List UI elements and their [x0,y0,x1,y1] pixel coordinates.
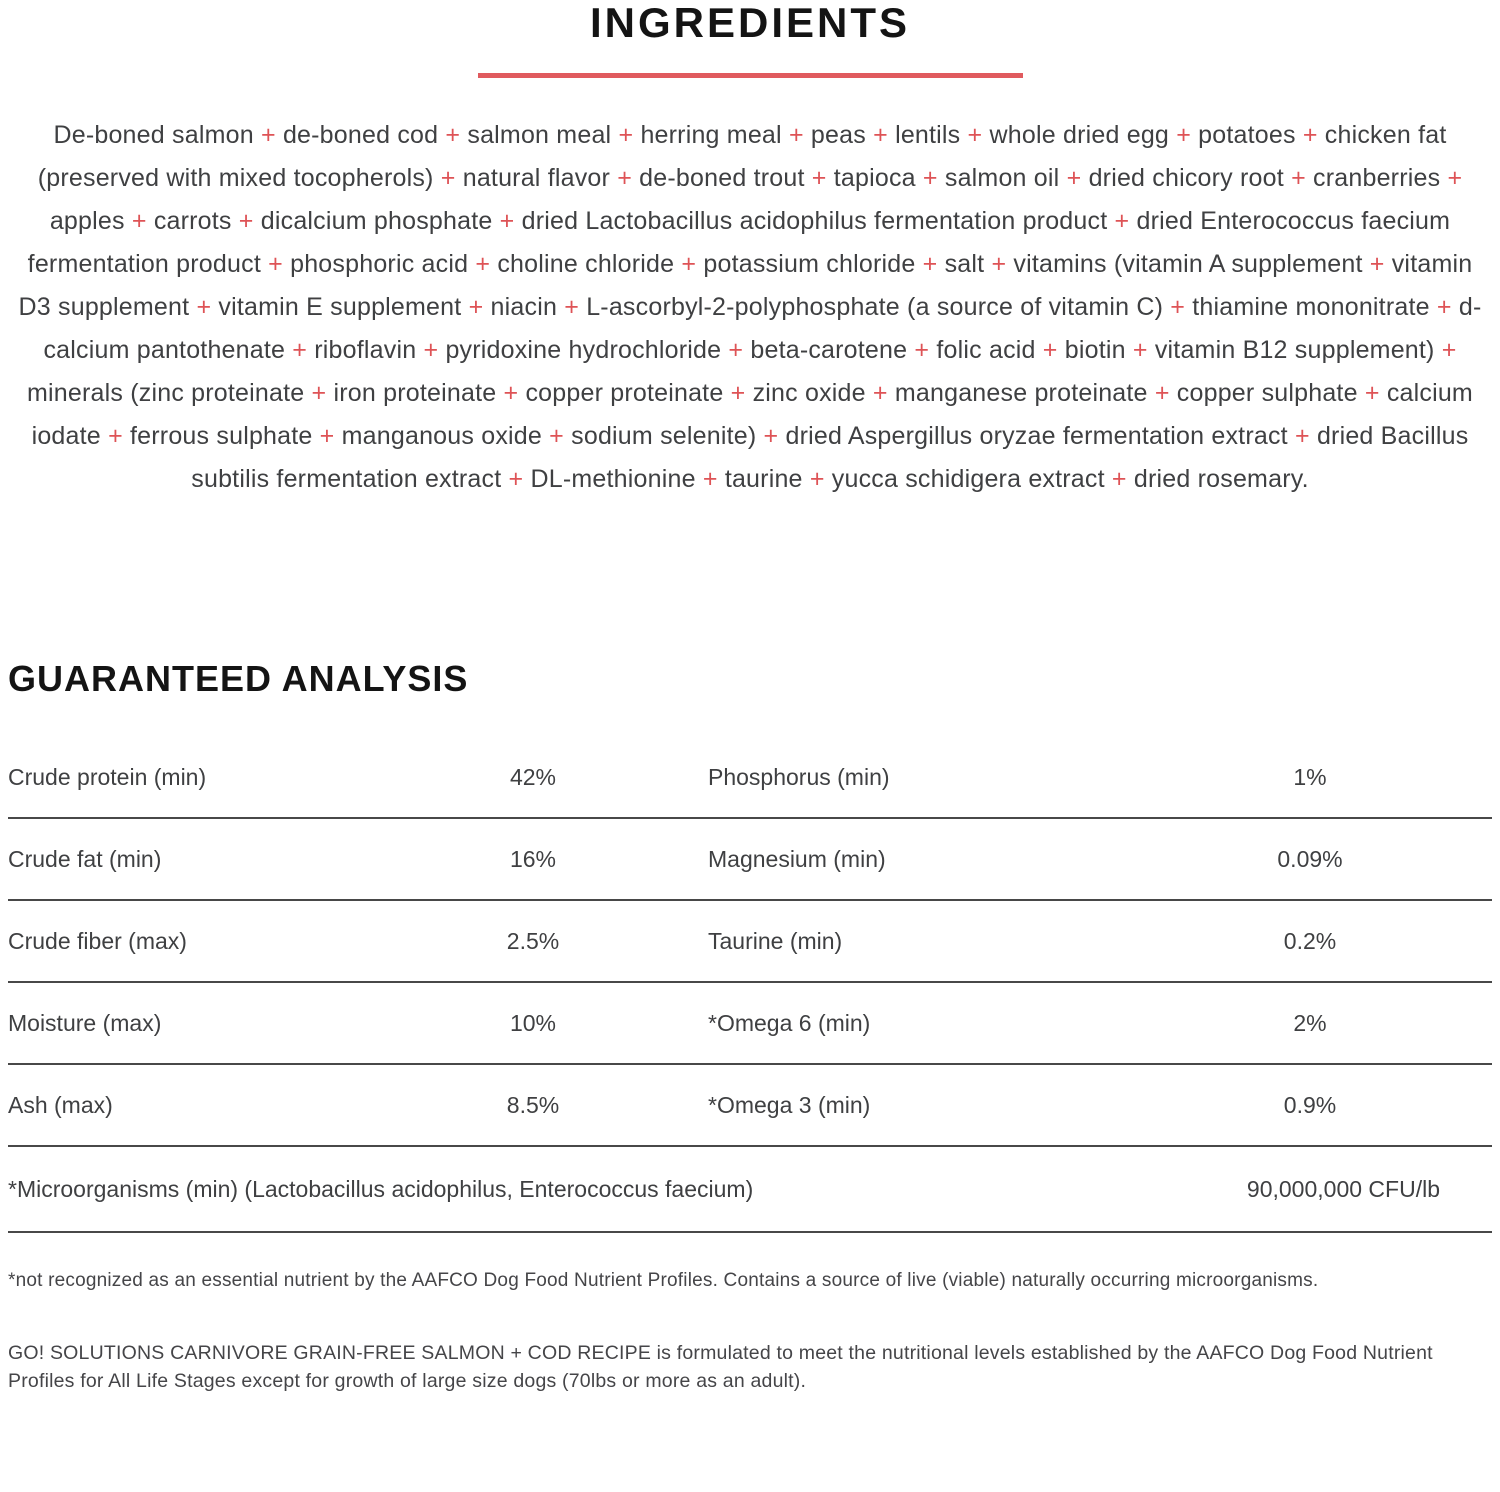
ingredient-item: DL-methionine [530,465,696,493]
ingredient-item: lentils [895,121,961,149]
ingredient-item: dried Aspergillus oryzae fermentation extract [785,422,1288,450]
ingredient-item: dried Enterococcus faecium fermentation product [27,207,1451,278]
ingredient-item: dried Bacillus subtilis fermentation extract [191,422,1469,493]
right-nutrient-value: 1% [1293,763,1327,790]
ingredient-item: apples [49,207,125,235]
ingredient-item: biotin [1064,336,1126,364]
left-nutrient-value: 8.5% [506,1091,560,1118]
plus-separator: + [702,465,718,493]
plus-separator: + [1111,465,1127,493]
plus-separator: + [196,293,212,321]
analysis-row [8,983,1492,1065]
ingredient-item: potatoes [1198,121,1296,149]
ingredient-item: niacin [490,293,558,321]
ingredient-item: tapioca [833,164,916,192]
plus-separator: + [131,207,147,235]
plus-separator: + [1369,250,1385,278]
left-nutrient-label: Moisture (max) [8,1009,162,1036]
microorganisms-label: *Microorganisms (min) (Lactobacillus acidophilus, Enterococcus faecium) [8,1175,754,1202]
ingredient-item: iron proteinate [333,379,497,407]
plus-separator: + [1447,164,1463,192]
plus-separator: + [503,379,519,407]
plus-separator: + [873,121,888,149]
plus-separator: + [549,422,564,450]
formulation-note: GO! SOLUTIONS CARNIVORE GRAIN-FREE SALMON + COD RECIPE is formulated to meet the nutritional levels established by the AAFCO Dog Food Nutrient Profiles for All Life Stages except for growth of large size dogs (70lbs or more as an adult). [8,1342,1433,1392]
ingredient-item: thiamine mononitrate [1192,293,1430,321]
ingredient-item: beta-carotene [750,336,908,364]
left-nutrient-value: 42% [509,763,557,790]
ingredient-item: manganous oxide [341,422,543,450]
plus-separator: + [809,465,825,493]
ingredient-item: peas [810,121,866,149]
right-nutrient-label: Phosphorus (min) [708,763,890,790]
right-nutrient-value: 0.2% [1283,927,1337,954]
plus-separator: + [319,422,335,450]
aafco-footnote: *not recognized as an essential nutrient by the AAFCO Dog Food Nutrient Profiles. Contains a source of live (viable) naturally occurring microorganisms. [8,1270,1319,1291]
title-underline-rule [478,73,1023,78]
ingredient-item: copper sulphate [1176,379,1358,407]
ingredient-item: yucca schidigera extract [831,465,1105,493]
plus-separator: + [914,336,930,364]
ingredient-item: manganese proteinate [894,379,1148,407]
plus-separator: + [475,250,491,278]
plus-separator: + [763,422,779,450]
analysis-row [8,901,1492,983]
ingredient-item: zinc oxide [752,379,866,407]
plus-separator: + [1132,336,1148,364]
ingredient-item: herring meal [640,121,782,149]
plus-separator: + [811,164,827,192]
ingredient-item: vitamin D3 supplement [18,250,1473,321]
right-nutrient-value: 2% [1293,1009,1327,1036]
left-nutrient-label: Crude protein (min) [8,763,207,790]
analysis-row [8,819,1492,901]
ingredient-item: folic acid [936,336,1036,364]
plus-separator: + [238,207,254,235]
ingredient-item: vitamins (vitamin A supplement [1013,250,1363,278]
ingredient-item: d-calcium pantothenate [43,293,1482,364]
ingredient-item: salmon meal [467,121,612,149]
plus-separator: + [681,250,697,278]
ingredient-item: dried Lactobacillus acidophilus fermentation product [521,207,1108,235]
ingredient-item: salmon oil [944,164,1060,192]
plus-separator: + [617,164,633,192]
plus-separator: + [499,207,515,235]
plus-separator: + [922,250,938,278]
plus-separator: + [1154,379,1170,407]
analysis-row [8,1065,1492,1147]
ingredient-item: chicken fat (preserved with mixed tocopherols) [37,121,1447,192]
ingredient-item: choline chloride [497,250,675,278]
left-nutrient-value: 10% [509,1009,557,1036]
ingredient-item: potassium chloride [703,250,916,278]
plus-separator: + [564,293,580,321]
right-nutrient-label: *Omega 3 (min) [708,1091,871,1118]
ingredient-item: L-ascorbyl-2-polyphosphate (a source of vitamin C) [586,293,1164,321]
right-nutrient-label: Magnesium (min) [708,845,886,872]
plus-separator: + [1114,207,1130,235]
ingredient-item: calcium iodate [31,379,1473,450]
ingredient-item: sodium selenite) [571,422,757,450]
ingredient-item: phosphoric acid [290,250,469,278]
plus-separator: + [1176,121,1191,149]
plus-separator: + [1042,336,1058,364]
ingredient-item: carrots [153,207,232,235]
plus-separator: + [423,336,439,364]
microorganisms-row [8,1147,1492,1233]
right-nutrient-label: *Omega 6 (min) [708,1009,871,1036]
plus-separator: + [1291,164,1306,192]
left-nutrient-value: 16% [509,845,557,872]
ingredient-item: dried chicory root [1088,164,1284,192]
plus-separator: + [1364,379,1380,407]
left-nutrient-label: Crude fat (min) [8,845,162,872]
plus-separator: + [618,121,634,149]
analysis-row [8,737,1492,819]
plus-separator: + [922,164,938,192]
ingredient-item: de-boned cod [282,121,439,149]
ingredient-item: cranberries [1313,164,1441,192]
plus-separator: + [445,121,461,149]
plus-separator: + [468,293,484,321]
plus-separator: + [311,379,327,407]
ingredient-item: natural flavor [462,164,611,192]
plus-separator: + [1441,336,1457,364]
ingredient-item: minerals (zinc proteinate [27,379,305,407]
plus-separator: + [440,164,456,192]
ingredient-item: De-boned salmon [53,121,254,149]
ingredients-list: De-boned salmon + de-boned cod + salmon meal + herring meal + peas + lentils + whole dried egg + potatoes + chicken fat (preserved with mixed tocopherols) + natural flavor + de-boned trout + tapioca + salmon oil + dried chicory root + cranberries + apples + carrots + dicalcium phosphate + dried Lactobacillus acidophilus fermentation product + dried Enterococcus faecium fermentation product + phosphoric acid + choline chloride + potassium chloride + salt + vitamins (vitamin A supplement + vitamin D3 supplement + vitamin E supplement + niacin + L-ascorbyl-2-polyphosphate (a source of vitamin C) + thiamine mononitrate + d-calcium pantothenate + riboflavin + pyridoxine hydrochloride + beta-carotene + folic acid + biotin + vitamin B12 supplement) + minerals (zinc proteinate + iron proteinate + copper proteinate + zinc oxide + manganese proteinate + copper sulphate + calcium iodate + ferrous sulphate + manganous oxide + sodium selenite) + dried Aspergillus oryzae fermentation extract + dried Bacillus subtilis fermentation extract + DL-methionine + taurine + yucca schidigera extract + dried rosemary. [18,121,1482,493]
ingredient-item: riboflavin [314,336,417,364]
left-nutrient-label: Ash (max) [8,1091,113,1118]
plus-separator: + [967,121,983,149]
plus-separator: + [1436,293,1452,321]
plus-separator: + [730,379,746,407]
ingredient-item: taurine [724,465,803,493]
ingredient-item: salt [944,250,985,278]
ingredient-item: vitamin E supplement [218,293,462,321]
ingredient-item: copper proteinate [525,379,724,407]
plus-separator: + [728,336,744,364]
ingredient-item: dicalcium phosphate [260,207,493,235]
plus-separator: + [508,465,524,493]
ingredients-title: INGREDIENTS [589,0,911,46]
right-nutrient-label: Taurine (min) [708,927,843,954]
right-nutrient-value: 0.09% [1277,845,1343,872]
plus-separator: + [991,250,1007,278]
plus-separator: + [268,250,283,278]
plus-separator: + [1170,293,1186,321]
microorganisms-value: 90,000,000 CFU/lb [1246,1175,1440,1202]
ingredient-item: vitamin B12 supplement) [1154,336,1435,364]
right-nutrient-value: 0.9% [1283,1091,1337,1118]
plus-separator: + [108,422,123,450]
plus-separator: + [1302,121,1318,149]
plus-separator: + [292,336,308,364]
left-nutrient-label: Crude fiber (max) [8,927,187,954]
plus-separator: + [788,121,804,149]
plus-separator: + [260,121,276,149]
left-nutrient-value: 2.5% [506,927,560,954]
ingredient-item: whole dried egg [989,121,1170,149]
ingredient-item: de-boned trout [639,164,805,192]
ingredient-item: pyridoxine hydrochloride [445,336,722,364]
guaranteed-analysis-title: GUARANTEED ANALYSIS [8,658,469,699]
ingredient-item: ferrous sulphate [130,422,313,450]
analysis-table [8,737,1492,1147]
ingredient-item: dried rosemary [1133,465,1302,493]
plus-separator: + [1066,164,1082,192]
plus-separator: + [1294,422,1310,450]
plus-separator: + [872,379,888,407]
